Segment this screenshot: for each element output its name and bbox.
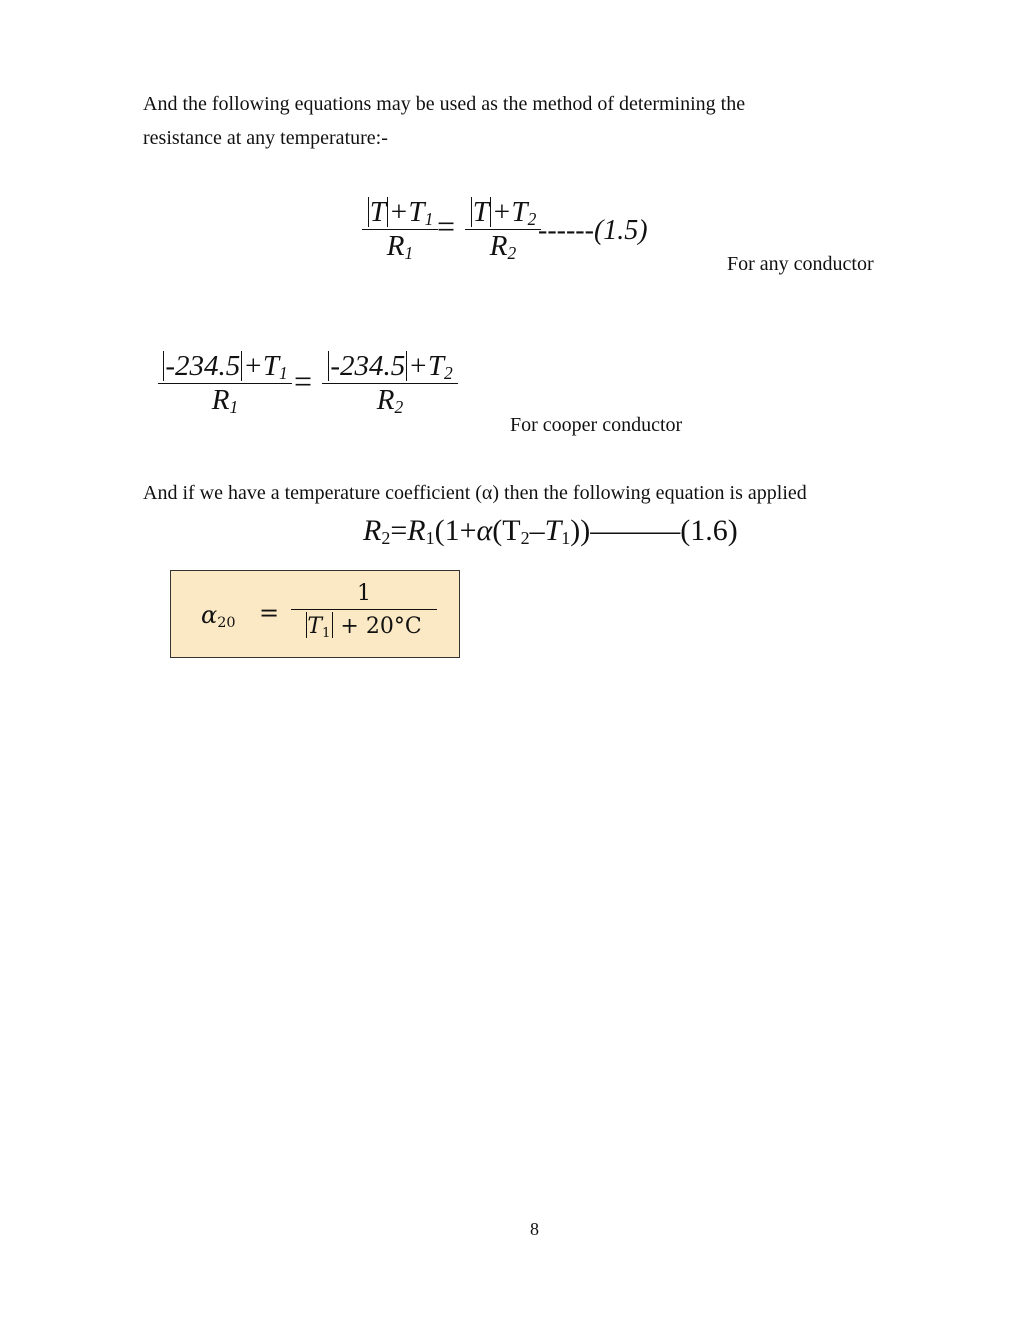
eq15-lhs-num-sub: 1 <box>424 209 434 229</box>
eq15-rhs-num-sub: 2 <box>527 209 537 229</box>
copper-lhs-den-var: R <box>211 384 230 416</box>
eq16-r1-var: R <box>407 514 426 547</box>
intro-paragraph <box>143 87 745 155</box>
alpha20-lhs <box>201 601 236 629</box>
alpha20-sub: 20 <box>217 615 236 631</box>
eq15-rhs-denominator <box>465 230 541 263</box>
eq15-rhs-den-var: R <box>489 230 508 262</box>
eq15-lhs-fraction <box>362 196 438 263</box>
eq15-lhs-numerator <box>362 196 438 229</box>
eq16-t2-var: (T <box>492 514 521 547</box>
eq16-close: )) <box>570 514 591 547</box>
eq16-equals: = <box>390 514 408 547</box>
copper-rhs-num-sub: 2 <box>443 363 453 383</box>
alpha20-fraction-bar <box>291 609 437 610</box>
eq15-rhs-numerator <box>465 196 541 229</box>
eq15-lhs-num-plus: +T <box>388 196 425 228</box>
eq15-tag: ------(1.5) <box>538 215 648 246</box>
eq15-lhs-den-sub: 1 <box>404 243 414 263</box>
copper-lhs-denominator <box>158 384 292 417</box>
alpha20-equals: = <box>259 599 280 627</box>
copper-rhs-den-sub: 2 <box>394 397 404 417</box>
copper-lhs-num-plus: +T <box>243 350 279 382</box>
copper-rhs-denominator <box>322 384 458 417</box>
alpha20-den-rest: + 20°C <box>340 614 422 639</box>
eq15-lhs-den-var: R <box>386 230 405 262</box>
copper-equals: = <box>294 363 313 399</box>
alpha20-den-var: T <box>307 614 323 639</box>
intro-line-1: And the following equations may be used as the method of determining the <box>143 93 746 115</box>
copper-lhs-numerator <box>158 350 292 383</box>
alpha20-numerator: 1 <box>357 581 371 606</box>
copper-lhs-den-sub: 1 <box>229 397 239 417</box>
eq16-open: (1+ <box>434 514 477 547</box>
eq15-lhs-num-var: T <box>369 196 386 228</box>
eq16-minus: – <box>529 514 545 547</box>
eq15-rhs-fraction <box>465 196 541 263</box>
copper-lhs-num-sub: 1 <box>278 363 288 383</box>
eq16-t2-sub: 2 <box>520 528 530 548</box>
eq16-r2-var: R <box>363 514 382 547</box>
intro-line-2: resistance at any temperature:- <box>143 127 388 149</box>
copper-rhs-den-var: R <box>376 384 395 416</box>
eq16-tag: (1.6) <box>680 514 738 547</box>
copper-rhs-fraction <box>322 350 458 417</box>
alpha20-denominator <box>291 612 437 639</box>
page-number: 8 <box>530 1219 539 1239</box>
eq15-label: For any conductor <box>727 253 874 275</box>
eq16-t1-sub: 1 <box>561 528 571 548</box>
eq16-r2-sub: 2 <box>381 528 391 548</box>
eq16-t1-var: T <box>544 514 562 547</box>
eq15-rhs-den-sub: 2 <box>507 243 517 263</box>
copper-lhs-num-const: -234.5 <box>165 350 241 382</box>
equation-1-6 <box>363 514 738 548</box>
copper-rhs-num-const: -234.5 <box>330 350 406 382</box>
alpha20-alpha: α <box>201 601 218 629</box>
eq16-alpha: α <box>476 514 493 547</box>
eq16-r1-sub: 1 <box>425 528 435 548</box>
eq15-equals: = <box>437 208 456 244</box>
copper-label: For cooper conductor <box>510 414 683 436</box>
alpha-intro-text: And if we have a temperature coefficient (α) then the following equation is applied <box>143 482 807 504</box>
alpha20-formula-box <box>170 570 460 658</box>
alpha20-fraction <box>291 581 437 639</box>
copper-lhs-fraction <box>158 350 292 417</box>
eq15-rhs-num-plus: +T <box>491 196 528 228</box>
eq16-dash: ——— <box>590 514 681 547</box>
eq15-lhs-denominator <box>362 230 438 263</box>
copper-rhs-numerator <box>322 350 458 383</box>
copper-rhs-num-plus: +T <box>408 350 444 382</box>
eq15-rhs-num-var: T <box>472 196 489 228</box>
alpha20-den-sub: 1 <box>322 626 331 641</box>
